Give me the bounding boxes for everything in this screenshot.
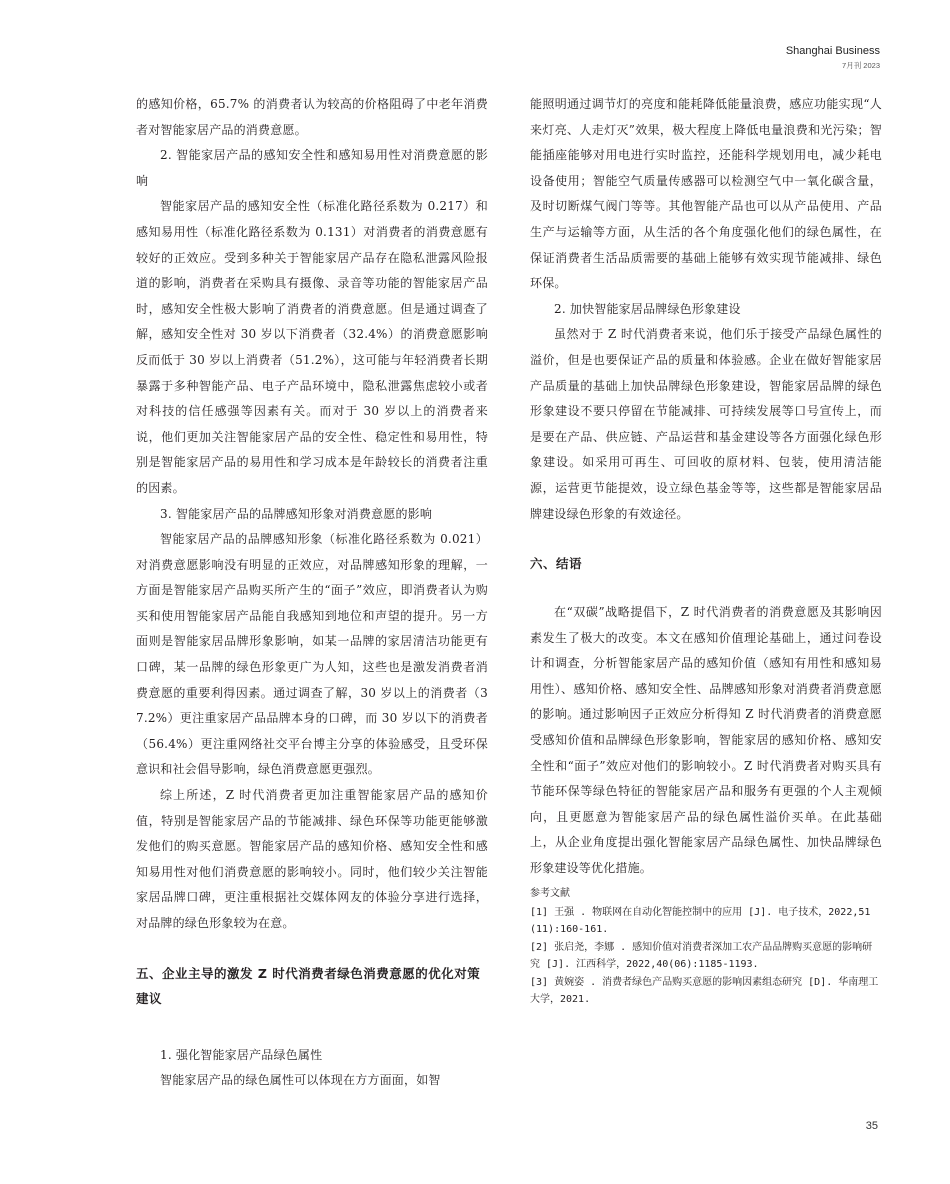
issue-label: 7月刊 2023 <box>842 61 880 70</box>
paragraph: 的感知价格，65.7% 的消费者认为较高的价格阻碍了中老年消费者对智能家居产品的消费意愿。 <box>136 97 488 137</box>
reference-item: [1] 王强 . 物联网在自动化智能控制中的应用 [J]. 电子技术，2022,51(11):160-161. <box>530 906 871 936</box>
paragraph: 智能家居产品的感知安全性（标准化路径系数为 0.217）和感知易用性（标准化路径系数为 0.131）对消费者的消费意愿有较好的正效应。受到多种关于智能家居产品存在隐私泄露风险报道的影响，消费者在采购具有摄像、录音等功能的智能家居产品时，感知安全性极大影响了消费者的消费意愿。但是通过调查了解，感知安全性对 30 岁以下消费者（32.4%）的消费意愿影响反而低于 30 岁以上消费者（51.2%），这可能与年轻消费者长期暴露于多种智能产品、电子产品环境中，隐私泄露焦虑较小或者对科技的信任感强等因素有关。而对于 30 岁以上的消费者来说，他们更加关注智能家居产品的安全性、稳定性和易用性，特别是智能家居产品的易用性和学习成本是年龄较长的消费者注重的因素。 <box>136 199 488 495</box>
masthead <box>786 44 880 72</box>
magazine-title: Shanghai Business <box>785 45 880 57</box>
paragraph: 能照明通过调节灯的亮度和能耗降低能量浪费，感应功能实现“人来灯亮、人走灯灭”效果，极大程度上降低电量浪费和光污染；智能插座能够对用电进行实时监控，还能科学规划用电，减少耗电设备使用；智能空气质量传感器可以检测空气中一氧化碳含量，及时切断煤气阀门等等。其他智能产品也可以从产品使用、产品生产与运输等方面，从生活的各个角度强化他们的绿色属性，在保证消费者生活品质需要的基础上能够有效实现节能减排、绿色环保。 <box>530 97 882 291</box>
right-column <box>530 92 882 1009</box>
paragraph: 智能家居产品的绿色属性可以体现在方方面面，如智 <box>160 1073 441 1088</box>
subheading: 2. 加快智能家居品牌绿色形象建设 <box>554 301 741 316</box>
section-heading-5: 五、企业主导的激发 Z 时代消费者绿色消费意愿的优化对策建议 <box>136 965 481 1006</box>
subheading: 3. 智能家居产品的品牌感知形象对消费意愿的影响 <box>160 506 433 521</box>
paragraph: 综上所述，Z 时代消费者更加注重智能家居产品的感知价值，特别是智能家居产品的节能减排、绿色环保等功能更能够激发他们的购买意愿。智能家居产品的感知价格、感知安全性和感知易用性对他们消费意愿的影响较小。同时，他们较少关注智能家居品牌口碑，更注重根据社交媒体网友的体验分享进行选择，对品牌的绿色形象较为在意。 <box>136 788 488 930</box>
section-heading-6: 六、结语 <box>530 556 583 572</box>
reference-item: [3] 黄婉姿 . 消费者绿色产品购买意愿的影响因素组态研究 [D]. 华南理工大学，2021. <box>530 976 879 1006</box>
subheading: 2. 智能家居产品的感知安全性和感知易用性对消费意愿的影响 <box>136 148 488 188</box>
paragraph: 虽然对于 Z 时代消费者来说，他们乐于接受产品绿色属性的溢价，但是也要保证产品的质量和体验感。企业在做好智能家居产品质量的基础上加快品牌绿色形象建设，智能家居品牌的绿色形象建设不要只停留在节能减排、可持续发展等口号宣传上，而是要在产品、供应链、产品运营和基金建设等各方面强化绿色形象建设。如采用可再生、可回收的原材料、包装，使用清洁能源，运营更节能提效，设立绿色基金等等，这些都是智能家居品牌建设绿色形象的有效途径。 <box>530 327 882 521</box>
reference-item: [2] 张启尧，李娜 . 感知价值对消费者深加工农产品品牌购买意愿的影响研究 [J]. 江西科学，2022,40(06):1185-1193. <box>530 941 873 971</box>
subheading: 1. 强化智能家居产品绿色属性 <box>160 1047 323 1062</box>
paragraph: 智能家居产品的品牌感知形象（标准化路径系数为 0.021）对消费意愿影响没有明显的正效应，对品牌感知形象的理解，一方面是智能家居产品购买所产生的“面子”效应，即消费者认为购买和使用智能家居产品能自我感知到地位和声望的提升。另一方面则是智能家居品牌形象影响，如某一品牌的家居清洁功能更有口碑，某一品牌的绿色形象更广为人知，这些也是激发消费者消费意愿的重要利得因素。通过调查了解，30 岁以上的消费者（37.2%）更注重家居产品品牌本身的口碑，而 30 岁以下的消费者（56.4%）更注重网络社交平台博主分享的体验感受，且受环保意识和社会倡导影响，绿色消费意愿更强烈。 <box>136 532 488 777</box>
left-column <box>136 92 488 1094</box>
paragraph: 在“双碳”战略提倡下，Z 时代消费者的消费意愿及其影响因素发生了极大的改变。本文在感知价值理论基础上，通过问卷设计和调查，分析智能家居产品的感知价值（感知有用性和感知易用性）、感知价格、感知安全性、品牌感知形象对消费者消费意愿的影响。通过影响因子正效应分析得知 Z 时代消费者的消费意愿受感知价值和品牌绿色形象影响，智能家居的感知价格、感知安全性和“面子”效应对他们的影响较小。Z 时代消费者对购买具有节能环保等绿色特征的智能家居产品和服务有更强的个人主观倾向，且更愿意为智能家居产品的绿色属性溢价买单。在此基础上，从企业角度提出强化智能家居产品绿色属性、加快品牌绿色形象建设等优化措施。 <box>530 605 882 876</box>
page-number: 35 <box>865 1120 878 1132</box>
references-title: 参考文献 <box>530 887 570 899</box>
